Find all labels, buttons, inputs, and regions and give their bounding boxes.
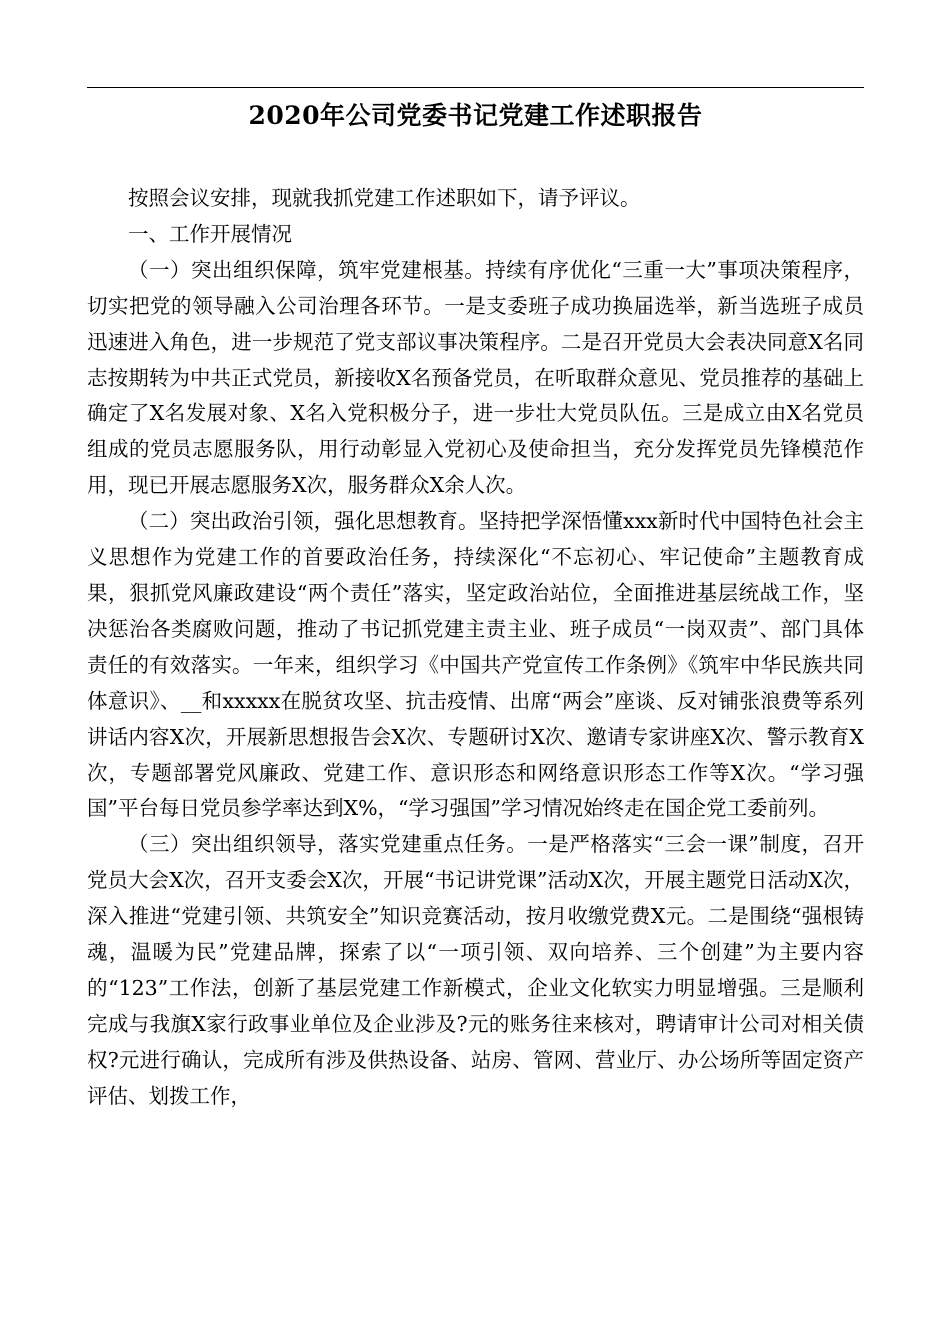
body-paragraph: （二）突出政治引领，强化思想教育。坚持把学深悟懂xxx新时代中国特色社会主义思想作为党建工作的首要政治任务，持续深化“不忘初心、牢记使命”主题教育成果，狠抓党风廉政建设“两个责任”落实，坚定政治站位，全面推进基层统战工作，坚决惩治各类腐败问题，推动了书记抓党建主责主业、班子成员“一岗双责”、部门具体责任的有效落实。一年来，组织学习《中国共产党宣传工作条例》《筑牢中华民族共同体意识》、__和xxxxx在脱贫攻坚、抗击疫情、出席“两会”座谈、反对铺张浪费等系列讲话内容X次，开展新思想报告会X次、专题研讨X次、邀请专家讲座X次、警示教育X次，专题部署党风廉政、党建工作、意识形态和网络意识形态工作等X次。“学习强国”平台每日党员参学率达到X%，“学习强国”学习情况始终走在国企党工委前列。 xyxy=(87,509,864,821)
document-title: 2020年公司党委书记党建工作述职报告 xyxy=(248,101,703,130)
body-paragraph: （一）突出组织保障，筑牢党建根基。持续有序优化“三重一大”事项决策程序，切实把党的领导融入公司治理各环节。一是支委班子成功换届选举，新当选班子成员迅速进入角色，进一步规范了党支部议事决策程序。二是召开党员大会表决同意X名同志按期转为中共正式党员，新接收X名预备党员，在听取群众意见、党员推荐的基础上确定了X名发展对象、X名入党积极分子，进一步壮大党员队伍。三是成立由X名党员组成的党员志愿服务队，用行动彰显入党初心及使命担当，充分发挥党员先锋模范作用，现已开展志愿服务X次，服务群众X余人次。 xyxy=(87,257,864,498)
body-paragraph: （三）突出组织领导，落实党建重点任务。一是严格落实“三会一课”制度，召开党员大会X次，召开支委会X次，开展“书记讲党课”活动X次，开展主题党日活动X次，深入推进“党建引领、共筑安全”知识竞赛活动，按月收缴党费X元。二是围绕“强根铸魂，温暖为民”党建品牌，探索了以“一项引领、双向培养、三个创建”为主要内容的“123”工作法，创新了基层党建工作新模式，企业文化软实力明显增强。三是顺利完成与我旗X家行政事业单位及企业涉及?元的账务往来核对，聘请审计公司对相关债权?元进行确认，完成所有涉及供热设备、站房、管网、营业厅、办公场所等固定资产评估、划拨工作， xyxy=(87,832,864,1108)
section-heading: 一、工作开展情况 xyxy=(128,221,292,246)
document-body xyxy=(87,181,864,1115)
intro-paragraph: 按照会议安排，现就我抓党建工作述职如下，请予评议。 xyxy=(128,186,641,210)
header-rule xyxy=(87,87,864,88)
